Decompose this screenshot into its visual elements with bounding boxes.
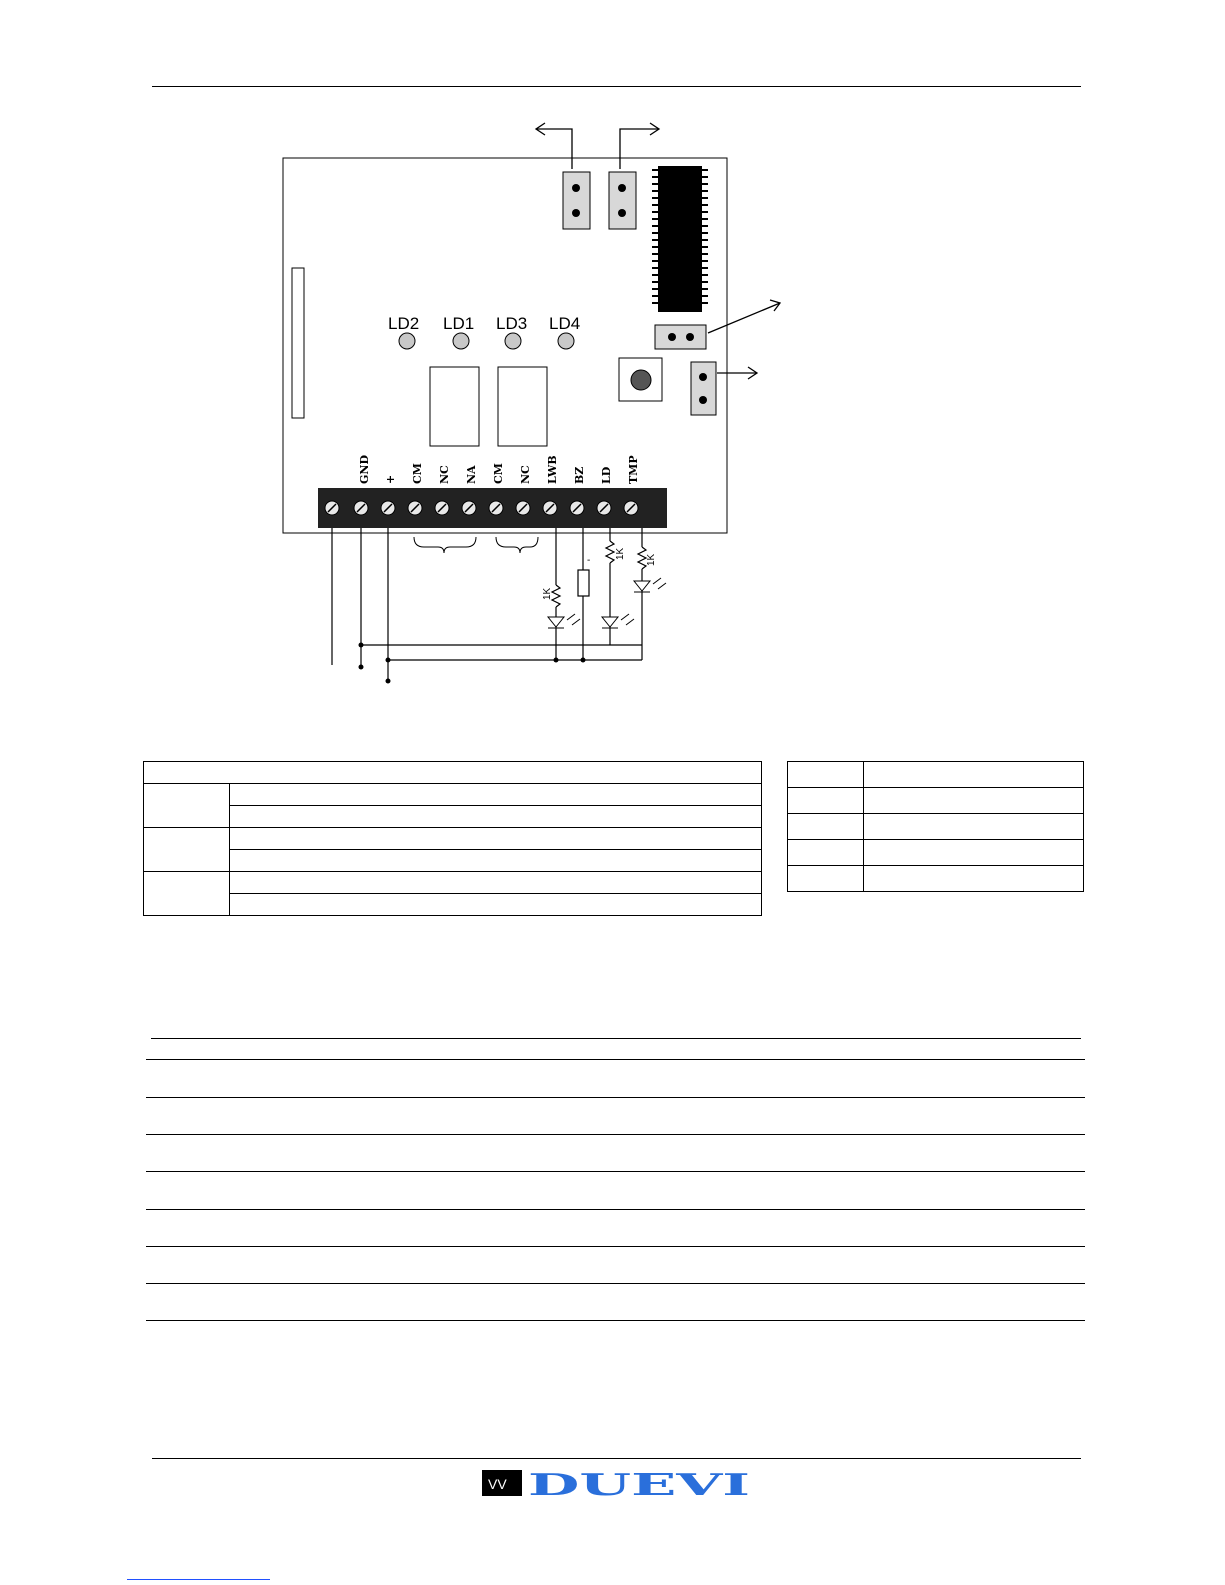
table-cell [788,814,864,840]
external-wiring [332,528,646,681]
footer-rule [152,1458,1081,1459]
table-cell [230,784,762,806]
relay-1-bracket [414,537,476,553]
table-cell [230,872,762,894]
table-row [144,872,762,894]
table-cell [864,866,1084,892]
junction-dots [359,643,586,684]
table-cell [144,762,762,784]
table-cell [788,866,864,892]
led-label-ld4: LD4 [549,314,581,333]
terminal-label-plus: + [384,474,397,484]
external-led-ld [602,614,634,628]
table-cell [230,828,762,850]
terminal-label-na: NA [465,465,478,484]
led-label-ld1: LD1 [443,314,475,333]
table-row [788,788,1084,814]
resistor-label-ld: 1K [615,547,626,560]
logo-vv: VV [488,1476,507,1492]
terminal-label-nc-2: NC [519,465,532,484]
spec-row-divider [146,1097,1085,1098]
terminal-label-bz: BZ [573,466,586,484]
logo-text: DUEVI [528,1468,750,1498]
jumper-3 [655,325,706,349]
jumper-1 [563,172,590,229]
terminal-label-cm-1: CM [411,463,424,484]
terminal-label-gnd: GND [358,455,371,484]
spec-row-divider [146,1171,1085,1172]
table-row [144,828,762,850]
table-cell [788,762,864,788]
microcontroller-chip [652,166,708,312]
table-cell [144,784,230,828]
bottom-link-underline[interactable] [127,1579,270,1580]
right-table [787,761,1084,892]
terminal-label-tmp: TMP [627,455,640,484]
led-ld2 [399,333,415,349]
spec-row-divider [146,1209,1085,1210]
resistor-label-tmp: 1K [646,553,657,566]
table-cell [144,828,230,872]
terminal-label-nc-1: NC [438,465,451,484]
spec-row-divider [146,1283,1085,1284]
table-row [144,784,762,806]
led-ld3 [505,333,521,349]
spec-row-divider [146,1059,1085,1060]
duevi-logo [482,1468,752,1498]
push-button [619,358,662,401]
table-row [144,806,762,828]
led-label-ld3: LD3 [496,314,528,333]
relay-2 [498,367,547,446]
relay-2-bracket [496,537,538,553]
led-ld4 [558,333,574,349]
terminal-label-lwb: LWB [546,455,559,484]
spec-row-divider [146,1134,1085,1135]
table-cell [788,840,864,866]
table-row [144,762,762,784]
led-label-ld2: LD2 [388,314,420,333]
terminal-label-cm-2: CM [492,463,505,484]
table-row [788,866,1084,892]
jumper-2 [609,172,636,229]
resistor-label-lwb: 1K [542,587,553,600]
terminal-label-ld: LD [600,466,613,484]
wiring-diagram [0,0,1225,700]
side-connector [292,268,304,418]
table-cell [230,894,762,916]
external-led-lwb [548,614,580,628]
table-cell [788,788,864,814]
table-cell [864,840,1084,866]
jumper-4 [691,362,716,415]
table-row [144,894,762,916]
table-cell [864,814,1084,840]
relay-1 [430,367,479,446]
left-table [143,761,762,916]
table-row [788,762,1084,788]
table-cell [230,850,762,872]
table-cell [144,872,230,916]
table-cell [230,806,762,828]
spec-row-divider [146,1246,1085,1247]
table-cell [864,788,1084,814]
table-row [788,814,1084,840]
table-cell [864,762,1084,788]
spec-header-rule [151,1038,1081,1039]
buzzer-minus-label: - [587,555,591,566]
table-row [788,840,1084,866]
spec-row-divider [146,1320,1085,1321]
external-led-tmp [634,578,666,592]
led-ld1 [453,333,469,349]
table-row [144,850,762,872]
